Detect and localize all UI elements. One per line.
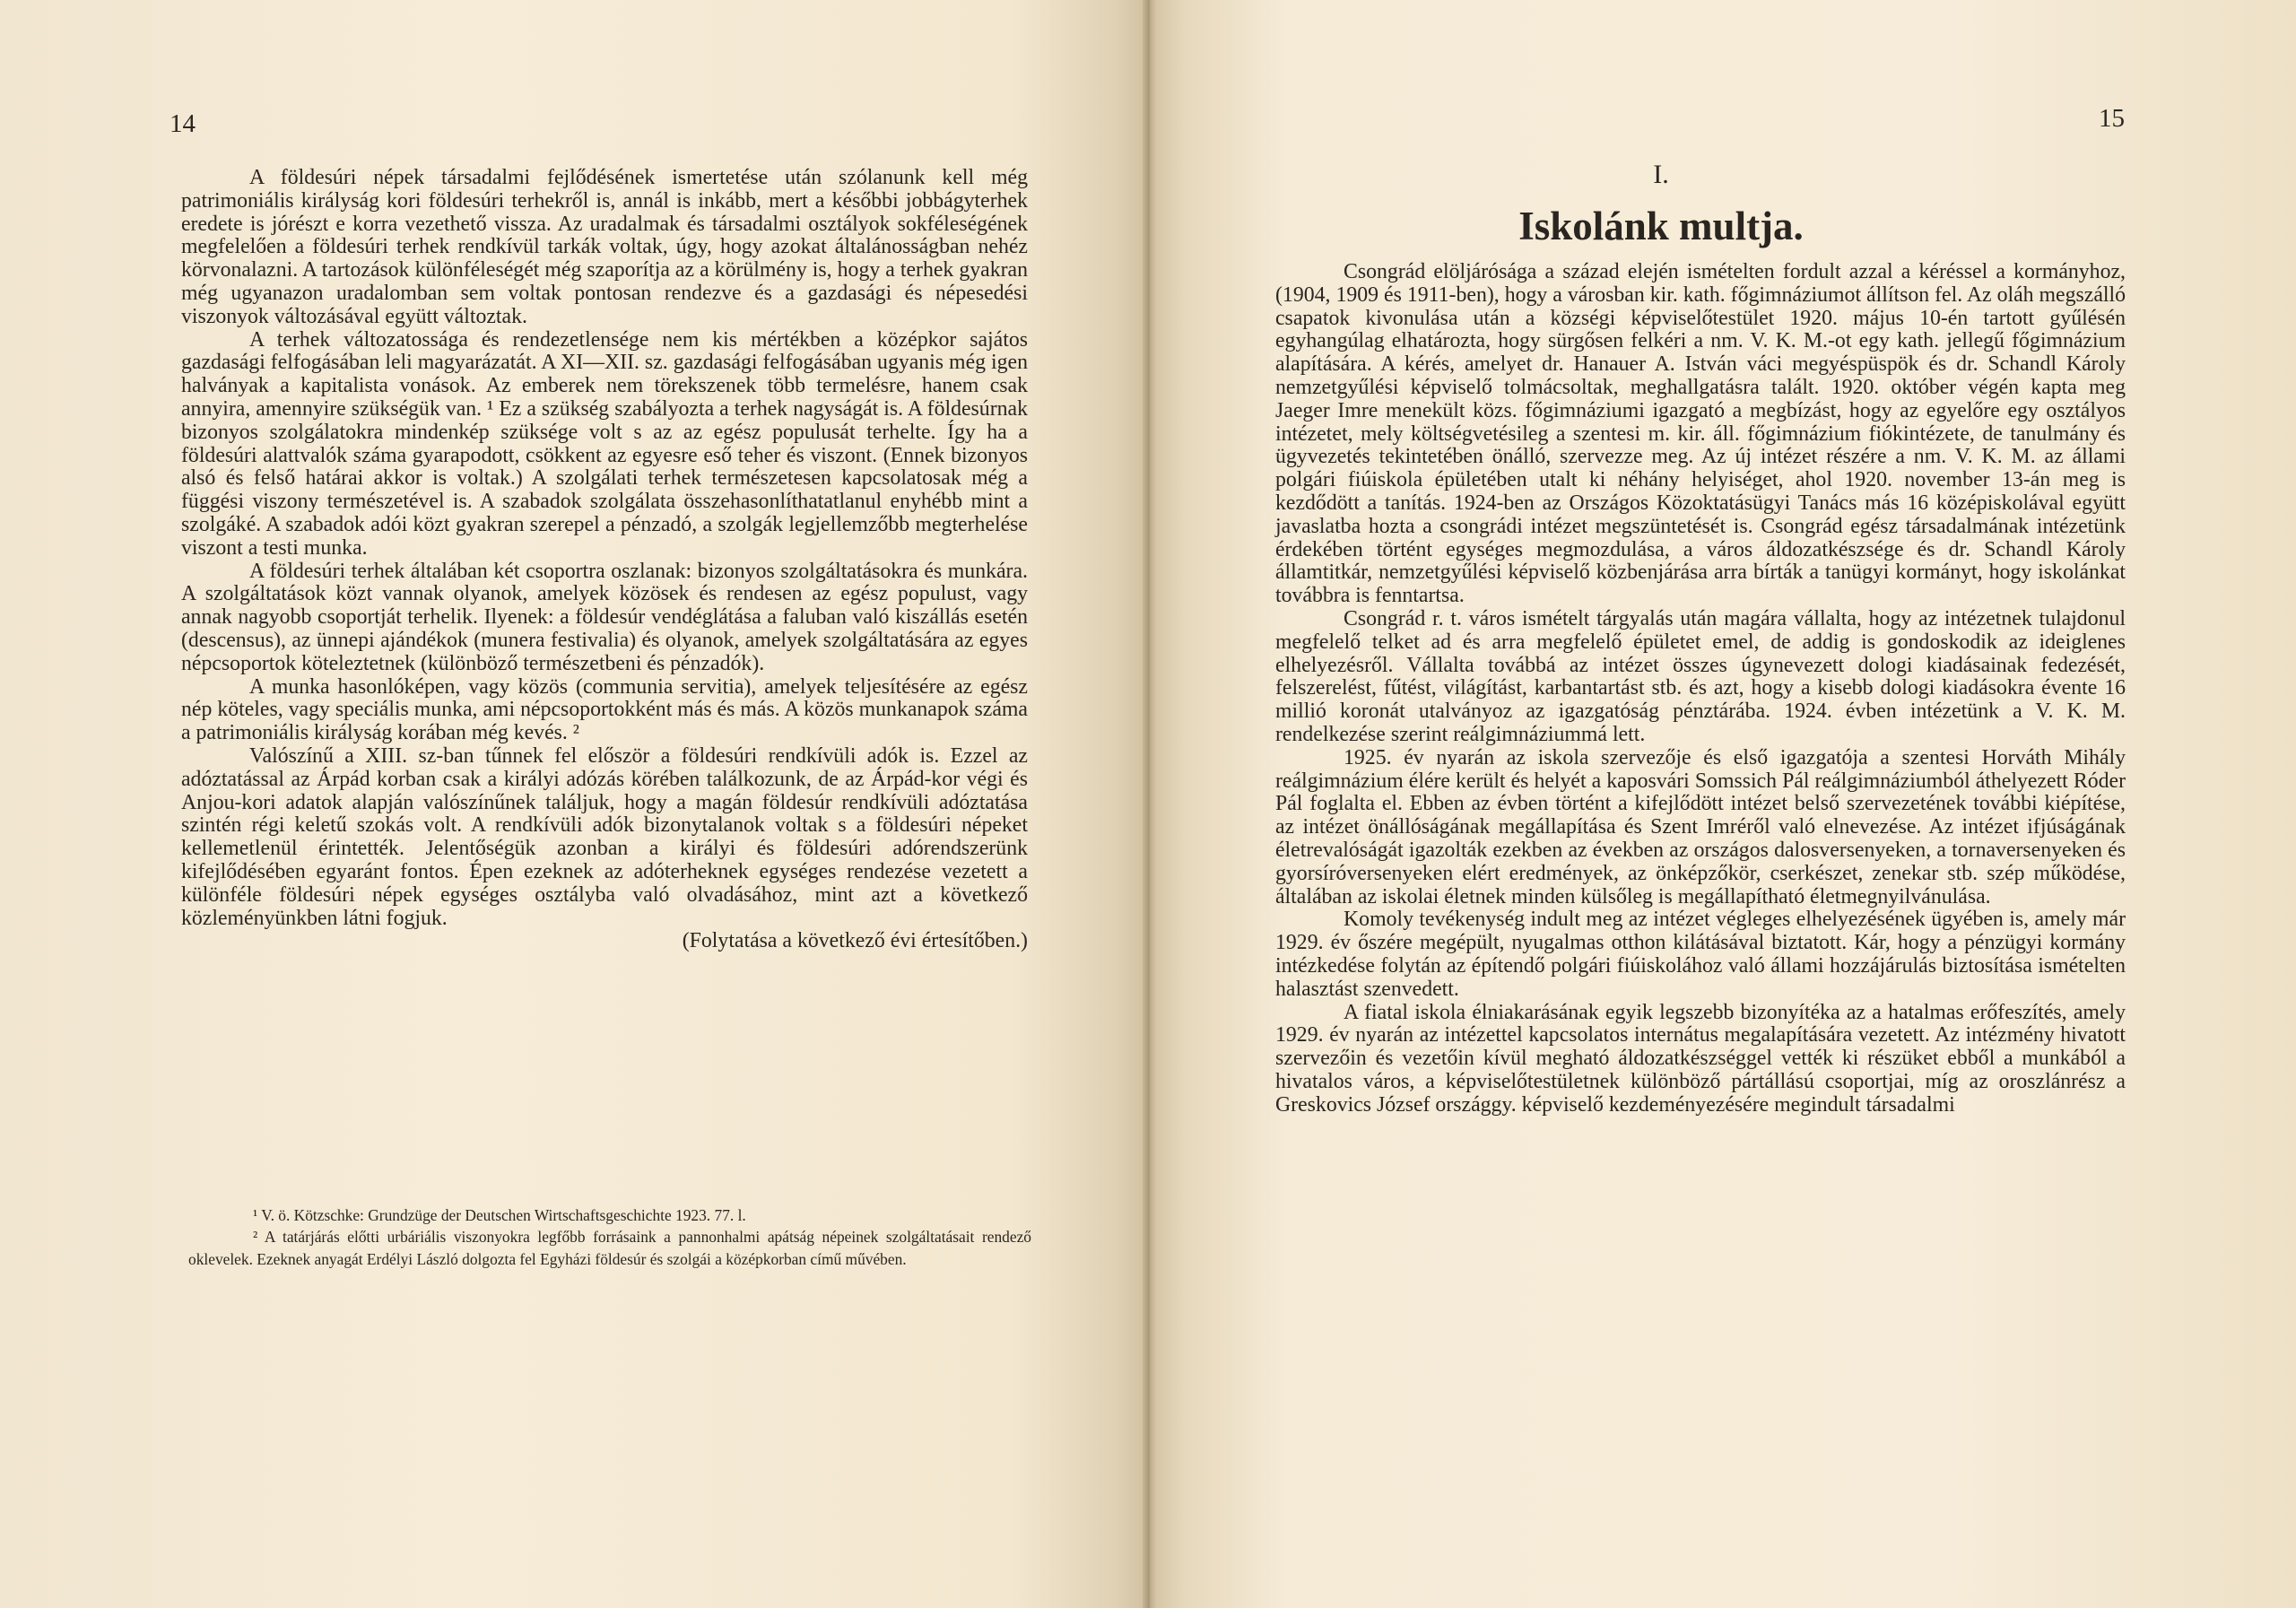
paragraph: A földesúri népek társadalmi fejlődésének ismertetése után szólanunk kell még patrimoniális királyság kori földesúri terhekről is, annál is inkább, mert a későbbi jobbágyterhek eredete is jórészt e korra vezethető vissza. Az uradalmak és társadalmi osztályok sokféleségének megfelelően a földesúri terhek rendkívül tarkák voltak, úgy, hogy azokat általánosságban nehéz körvonalazni. A tartozások különféleségét még szaporítja az a körülmény is, hogy a terhek gyakran még ugyanazon uradalomban sem voltak pontosan rendezve és a gazdasági és népesedési viszonyok változásával együtt változtak. (181, 166, 1028, 328)
page-number: 14 (170, 109, 196, 138)
paragraph: A munka hasonlóképen, vagy közös (communia servitia), amelyek teljesítésére az egész nép köteles, vagy speciális munka, ami népcsoportokként más és más. A közös munkanapok száma a patrimoniális királyság korában még kevés. ² (181, 674, 1028, 745)
continuation-note: (Folytatása a következő évi értesítőben.) (682, 929, 1028, 953)
paragraph: A fiatal iskola élniakarásának egyik legszebb bizonyítéka az a hatalmas erőfeszítés, amely 1929. év nyarán az intézettel kapcsolatos internátus megalapítására vezetett. Az intézmény hivatott szervezőin és vezetőin kívül megható áldozatkészséggel vették ki részüket ebből a munkából a hivatalos város, a képviselőtestületnek különböző pártállású csoportjai, míg az oroszlánrész a Greskovics József országgy. képviselő kezdeményezésére megindult társadalmi (1275, 1000, 2126, 1117)
right-page-body (1275, 261, 2126, 1117)
chapter-title: Iskolánk multja. (1518, 204, 1804, 248)
paragraph: Valószínű a XIII. sz-ban tűnnek fel először a földesúri rendkívüli adók is. Ezzel az adóztatással az Árpád korban csak a királyi adózás körében találkozunk, de az Árpád-kor végi és Anjou-kori adatok alapján valószínűnek találjuk, hogy a magán földesúr rendkívüli adóztatása szintén régi keletű szokás volt. A rendkívüli adók bizonytalanok voltak s a földesúri népeket kellemetlenül érintették. Jelentőségük azonban a királyi és földesúri adórendszerünk kifejlődésében egyaránt fontos. Épen ezeknek az adóterheknek egységes rendezése vezetett a különféle földesúri népek egységes osztályba való olvadásához, mint azt a következő közleményünkben látni fogjuk. (181, 743, 1028, 930)
paragraph: A földesúri terhek általában két csoportra oszlanak: bizonyos szolgáltatásokra és munkára. A szolgáltatások közt vannak olyanok, amelyek közösek és rendesen az egész populust, vagy annak nagyobb csoportját terhelik. Ilyenek: a földesúr vendéglátása a faluban való kiszállás esetén (descensus), az ünnepi ajándékok (munera festivalia) és olyanok, amelyek szolgáltatására az egyes népcsoportok köteleztetnek (különböző természetbeni és pénzadók). (181, 559, 1028, 675)
footnote: ¹ V. ö. Kötzschke: Grundzüge der Deutschen Wirtschaftsgeschichte 1923. 77. l. (253, 1206, 746, 1224)
left-page-body (181, 167, 1028, 953)
paragraph: Csongrád r. t. város ismételt tárgyalás után magára vállalta, hogy az intézetnek tulajdonul megfelelő telket ad és arra megfelelő épületet emel, de addig is gondoskodik az ideiglenes elhelyezésről. Vállalta továbbá az intézet összes úgynevezett dologi kiadásainak fedezését, felszerelést, fűtést, világítást, karbantartást stb. és azt, hogy a kisebb dologi kiadásokra évente 16 millió koronát utalványoz az igazgatóság pénztárába. 1924. évben intézetünk a V. K. M. rendelkezése szerint reálgimnáziummá lett. (1275, 606, 2126, 746)
book-spine-gutter (1143, 0, 1157, 1608)
chapter-number: I. (1653, 160, 1669, 189)
footnote: ² A tatárjárás előtti urbáriális viszonyokra legfőbb forrásaink a pannonhalmi apátság népeinek szolgáltatásait rendező oklevelek. Ezeknek anyagát Erdélyi László dolgozta fel Egyházi földesúr és szolgái a középkorban című művében. (188, 1228, 1031, 1268)
paragraph: Csongrád elöljárósága a század elején ismételten fordult azzal a kéréssel a kormányhoz, (1904, 1909 és 1911-ben), hogy a városban kir. kath. főgimnáziumot állítson fel. Az oláh megszálló csapatok kivonulása után a községi képviselőtestület 1920. május 10-én tartott gyűlésén egyhangúlag elhatározta, hogy sürgősen felkéri a nm. V. K. M.-ot egy kath. jellegű főgimnázium alapítására. A kérés, amelyet dr. Hanauer A. István váci megyéspüspök és dr. Schandl Károly nemzetgyűlési képviselő tolmácsoltak, meghallgatásra talált. 1920. október végén kapta meg Jaeger Imre menekült közs. főgimnáziumi igazgató a megbízást, hogy az egyelőre egy osztályos intézetet, mely költségvetésileg a szentesi m. kir. áll. főgimnázium fiókintézete, de tanulmány és ügyvezetés tekintetében önálló, szervezze meg. Az új intézet részére a nm. V. K. M. az állami polgári fiúiskola épületében utalt ki néhány helyiséget, ahol 1920. november 13-án meg is kezdődött a tanítás. 1924-ben az Országos Közoktatásügyi Tanács más 16 középiskolával együtt javaslatba hozta a csongrádi intézet megszüntetését is. Csongrád egész társadalmának intézetünk érdekében történt egységes megmozdulása, a város áldozatkészsége és dr. Schandl Károly államtitkár, nemzetgyűlési képviselő közbenjárása arra bírták a tanügyi kormányt, hogy iskolánkat továbbra is fenntartsa. (1275, 260, 2126, 608)
paragraph: A terhek változatossága és rendezetlensége nem kis mértékben a középkor sajátos gazdasági felfogásában leli magyarázatát. A XI—XII. sz. gazdasági felfogásában ugyanis még igen halványak a kapitalista vonások. Az emberek nem törekszenek több termelésre, hanem csak annyira, amennyire szükségük van. ¹ Ez a szükség szabályozta a terhek nagyságát is. A földesúrnak bizonyos szolgálatokra mindenkép szüksége volt s az az egész populusát terhelte. Így ha a földesúri alattvalók száma gyarapodott, csökkent az egyesre eső teher és viszont. (Ennek bizonyos alsó és felső határai akkor is voltak.) A szolgálati terhek természetesen kapcsolatosak még a függési viszony természetével is. A szabadok szolgálata összehasonlíthatatlanul enyhébb mint a szolgáké. A szabadok adói közt gyakran szerepel a pénzadó, a szolgák legjellemzőbb megterhelése viszont a testi munka. (181, 327, 1028, 560)
footnotes (188, 1204, 1031, 1270)
paragraph: 1925. év nyarán az iskola szervezője és első igazgatója a szentesi Horváth Mihály reálgimnázium élére került és helyét a kaposvári Somssich Pál reálgimnáziumból áthelyezett Róder Pál foglalta el. Ebben az évben történt a kifejlődött intézet belső szervezetének további kiépítése, az intézet önállóságának megállapítása és Szent Imréről való elnevezése. Az intézet ifjúságának életrevalóságát igazolták ezekben az években az országos dalosversenyeken, a tornaversenyeken és gyorsíróversenyeken elért eredmények, az önképzőkör, cserkészet, zenekar stb. szép működése, általában az iskolai életnek minden külsőleg is megállapítható életmegnyilvánulása. (1275, 745, 2126, 908)
paragraph: Komoly tevékenység indult meg az intézet végleges elhelyezésének ügyében is, amely már 1929. év őszére megépült, nyugalmas otthon kilátásával biztatott. Kár, hogy a pénzügyi kormány intézkedése folytán az építendő polgári fiúiskolához való állami hozzájárulás biztosítása ismételten halasztást szenvedett. (1275, 908, 2126, 1001)
page-number: 15 (2099, 104, 2125, 133)
